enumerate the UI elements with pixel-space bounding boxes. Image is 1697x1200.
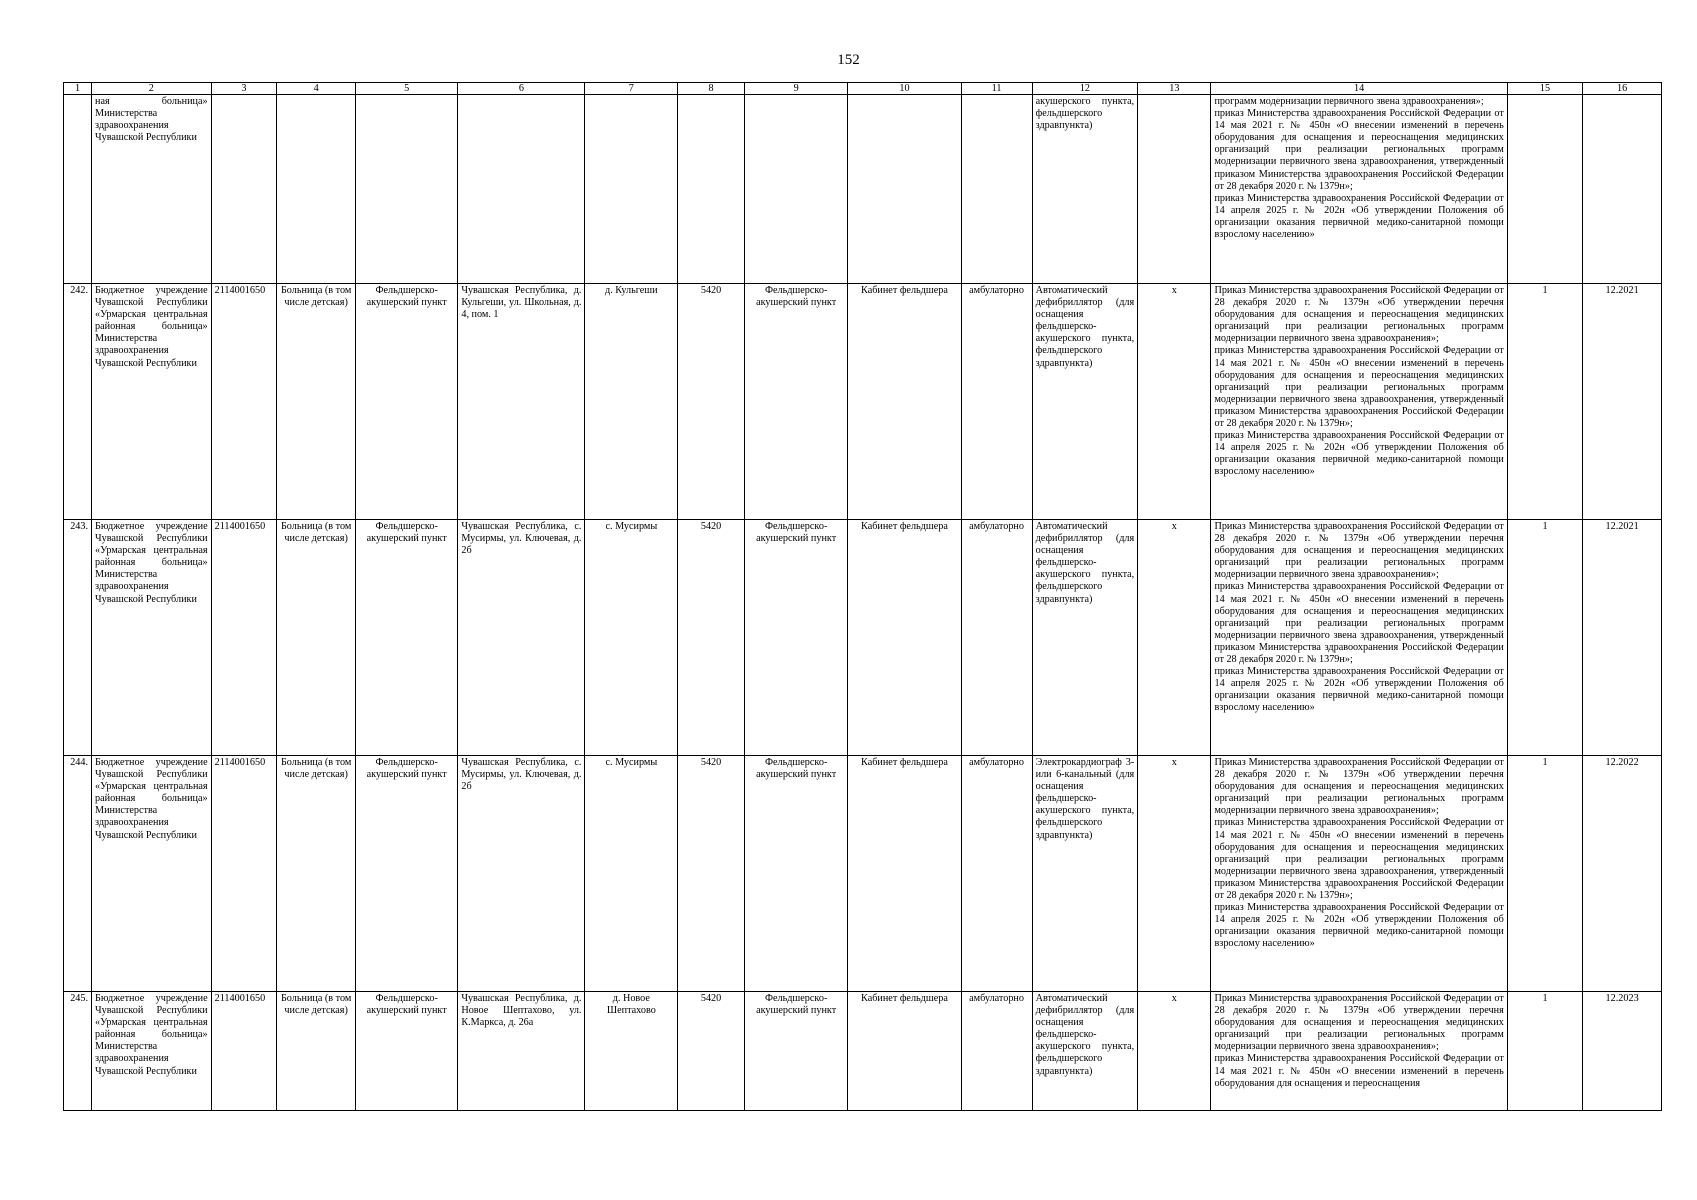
unit2-cell: Фельдшерско-акушерский пункт bbox=[744, 756, 847, 992]
table-row bbox=[64, 756, 1662, 992]
column-header: 16 bbox=[1583, 83, 1662, 95]
table-row bbox=[64, 520, 1662, 756]
org-name-cell: Бюджетное учреждение Чувашской Республики «Урмарская центральная районная больница» Министерства здравоохранения Чувашской Республики bbox=[92, 520, 212, 756]
column-header: 3 bbox=[211, 83, 277, 95]
room-cell: Кабинет фельдшера bbox=[848, 284, 961, 520]
code-cell: 5420 bbox=[678, 520, 745, 756]
column-header: 7 bbox=[585, 83, 678, 95]
inn-cell: 2114001650 bbox=[211, 284, 277, 520]
address-cell: Чувашская Республика, д. Кульгеши, ул. Школьная, д. 4, пом. 1 bbox=[458, 284, 585, 520]
unit-cell: Фельдшерско-акушерский пункт bbox=[355, 756, 457, 992]
unit2-cell: Фельдшерско-акушерский пункт bbox=[744, 520, 847, 756]
date-cell: 12.2022 bbox=[1583, 756, 1662, 992]
inn-cell: 2114001650 bbox=[211, 520, 277, 756]
quantity-cell: 1 bbox=[1507, 520, 1582, 756]
equipment-cell: Автоматический дефибриллятор (для оснащения фельдшерско-акушерского пункта, фельдшерского здравпункта) bbox=[1032, 284, 1138, 520]
column-header: 12 bbox=[1032, 83, 1138, 95]
address-cell: Чувашская Республика, с. Мусирмы, ул. Ключевая, д. 2б bbox=[458, 520, 585, 756]
equipment-cell: Автоматический дефибриллятор (для оснащения фельдшерско-акушерского пункта, фельдшерского здравпункта) bbox=[1032, 520, 1138, 756]
mark-cell: х bbox=[1138, 284, 1211, 520]
column-header: 4 bbox=[277, 83, 356, 95]
legal-basis-cell: Приказ Министерства здравоохранения Российской Федерации от 28 декабря 2020 г. № 1379н «Об утверждении перечня оборудования для оснащения и переоснащения медицинских организаций при реализации региональных программ модернизации первичного звена здравоохранения»; приказ Министерства здравоохранения Российской Федерации от 14 мая 2021 г. № 450н «О внесении изменений в перечень оборудования для оснащения и переоснащения bbox=[1211, 992, 1507, 1111]
unit2-cell: Фельдшерско-акушерский пункт bbox=[744, 284, 847, 520]
locality-cell: д. Новое Шептахово bbox=[585, 992, 678, 1111]
room-cell: Кабинет фельдшера bbox=[848, 520, 961, 756]
column-header: 8 bbox=[678, 83, 745, 95]
row-number: 243. bbox=[64, 520, 92, 756]
page-number: 152 bbox=[837, 52, 860, 68]
column-header: 10 bbox=[848, 83, 961, 95]
quantity-cell: 1 bbox=[1507, 992, 1582, 1111]
locality-cell: д. Кульгеши bbox=[585, 284, 678, 520]
mode-cell: амбулаторно bbox=[961, 756, 1032, 992]
org-name-cell: Бюджетное учреждение Чувашской Республики «Урмарская центральная районная больница» Министерства здравоохранения Чувашской Республики bbox=[92, 992, 212, 1111]
mark-cell: х bbox=[1138, 992, 1211, 1111]
column-header: 5 bbox=[355, 83, 457, 95]
org-type-cell: Больница (в том числе детская) bbox=[277, 284, 356, 520]
legal-basis-cell: программ модернизации первичного звена здравоохранения»; приказ Министерства здравоохранения Российской Федерации от 14 мая 2021 г. № 450н «О внесении изменений в перечень оборудования для оснащения и переоснащения медицинских организаций при реализации региональных программ модернизации первичного звена здравоохранения, утвержденный приказом Министерства здравоохранения Российской Федерации от 28 декабря 2020 г. № 1379н»; приказ Министерства здравоохранения Российской Федерации от 14 апреля 2025 г. № 202н «Об утверждении Положения об организации оказания первичной медико-санитарной помощи взрослому населению» bbox=[1211, 95, 1507, 284]
code-cell: 5420 bbox=[678, 756, 745, 992]
unit-cell: Фельдшерско-акушерский пункт bbox=[355, 520, 457, 756]
mode-cell: амбулаторно bbox=[961, 992, 1032, 1111]
column-header: 2 bbox=[92, 83, 212, 95]
address-cell: Чувашская Республика, д. Новое Шептахово, ул. К.Маркса, д. 26а bbox=[458, 992, 585, 1111]
inn-cell: 2114001650 bbox=[211, 992, 277, 1111]
mark-cell: х bbox=[1138, 756, 1211, 992]
locality-cell: с. Мусирмы bbox=[585, 520, 678, 756]
equipment-cell: акушерского пункта, фельдшерского здравпункта) bbox=[1032, 95, 1138, 284]
mode-cell: амбулаторно bbox=[961, 520, 1032, 756]
table-row bbox=[64, 992, 1662, 1111]
equipment-table bbox=[63, 82, 1662, 1111]
org-name-cell: Бюджетное учреждение Чувашской Республики «Урмарская центральная районная больница» Министерства здравоохранения Чувашской Республики bbox=[92, 284, 212, 520]
row-number: 244. bbox=[64, 756, 92, 992]
quantity-cell: 1 bbox=[1507, 284, 1582, 520]
unit2-cell: Фельдшерско-акушерский пункт bbox=[744, 992, 847, 1111]
org-type-cell: Больница (в том числе детская) bbox=[277, 520, 356, 756]
column-header: 6 bbox=[458, 83, 585, 95]
mode-cell: амбулаторно bbox=[961, 284, 1032, 520]
column-header: 15 bbox=[1507, 83, 1582, 95]
legal-basis-cell: Приказ Министерства здравоохранения Российской Федерации от 28 декабря 2020 г. № 1379н «Об утверждении перечня оборудования для оснащения и переоснащения медицинских организаций при реализации региональных программ модернизации первичного звена здравоохранения»; приказ Министерства здравоохранения Российской Федерации от 14 мая 2021 г. № 450н «О внесении изменений в перечень оборудования для оснащения и переоснащения медицинских организаций при реализации региональных программ модернизации первичного звена здравоохранения, утвержденный приказом Министерства здравоохранения Российской Федерации от 28 декабря 2020 г. № 1379н»; приказ Министерства здравоохранения Российской Федерации от 14 апреля 2025 г. № 202н «Об утверждении Положения об организации оказания первичной медико-санитарной помощи взрослому населению» bbox=[1211, 520, 1507, 756]
org-name-cell: Бюджетное учреждение Чувашской Республики «Урмарская центральная районная больница» Министерства здравоохранения Чувашской Республики bbox=[92, 756, 212, 992]
address-cell: Чувашская Республика, с. Мусирмы, ул. Ключевая, д. 2б bbox=[458, 756, 585, 992]
legal-basis-cell: Приказ Министерства здравоохранения Российской Федерации от 28 декабря 2020 г. № 1379н «Об утверждении перечня оборудования для оснащения и переоснащения медицинских организаций при реализации региональных программ модернизации первичного звена здравоохранения»; приказ Министерства здравоохранения Российской Федерации от 14 мая 2021 г. № 450н «О внесении изменений в перечень оборудования для оснащения и переоснащения медицинских организаций при реализации региональных программ модернизации первичного звена здравоохранения, утвержденный приказом Министерства здравоохранения Российской Федерации от 28 декабря 2020 г. № 1379н»; приказ Министерства здравоохранения Российской Федерации от 14 апреля 2025 г. № 202н «Об утверждении Положения об организации оказания первичной медико-санитарной помощи взрослому населению» bbox=[1211, 284, 1507, 520]
date-cell: 12.2021 bbox=[1583, 284, 1662, 520]
mark-cell: х bbox=[1138, 520, 1211, 756]
table-row bbox=[64, 284, 1662, 520]
code-cell: 5420 bbox=[678, 284, 745, 520]
continuation-row bbox=[64, 95, 1662, 284]
unit-cell: Фельдшерско-акушерский пункт bbox=[355, 992, 457, 1111]
date-cell: 12.2023 bbox=[1583, 992, 1662, 1111]
date-cell: 12.2021 bbox=[1583, 520, 1662, 756]
equipment-cell: Электрокардиограф 3- или 6-канальный (для оснащения фельдшерско-акушерского пункта, фельдшерского здравпункта) bbox=[1032, 756, 1138, 992]
row-number: 242. bbox=[64, 284, 92, 520]
org-type-cell: Больница (в том числе детская) bbox=[277, 756, 356, 992]
legal-basis-cell: Приказ Министерства здравоохранения Российской Федерации от 28 декабря 2020 г. № 1379н «Об утверждении перечня оборудования для оснащения и переоснащения медицинских организаций при реализации региональных программ модернизации первичного звена здравоохранения»; приказ Министерства здравоохранения Российской Федерации от 14 мая 2021 г. № 450н «О внесении изменений в перечень оборудования для оснащения и переоснащения медицинских организаций при реализации региональных программ модернизации первичного звена здравоохранения, утвержденный приказом Министерства здравоохранения Российской Федерации от 28 декабря 2020 г. № 1379н»; приказ Министерства здравоохранения Российской Федерации от 14 апреля 2025 г. № 202н «Об утверждении Положения об организации оказания первичной медико-санитарной помощи взрослому населению» bbox=[1211, 756, 1507, 992]
inn-cell: 2114001650 bbox=[211, 756, 277, 992]
unit-cell: Фельдшерско-акушерский пункт bbox=[355, 284, 457, 520]
column-number-row bbox=[64, 83, 1662, 95]
quantity-cell: 1 bbox=[1507, 756, 1582, 992]
org-type-cell: Больница (в том числе детская) bbox=[277, 992, 356, 1111]
column-header: 13 bbox=[1138, 83, 1211, 95]
room-cell: Кабинет фельдшера bbox=[848, 756, 961, 992]
room-cell: Кабинет фельдшера bbox=[848, 992, 961, 1111]
column-header: 14 bbox=[1211, 83, 1507, 95]
column-header: 11 bbox=[961, 83, 1032, 95]
column-header: 9 bbox=[744, 83, 847, 95]
org-name-cell: ная больница» Министерства здравоохранения Чувашской Республики bbox=[92, 95, 212, 284]
locality-cell: с. Мусирмы bbox=[585, 756, 678, 992]
equipment-cell: Автоматический дефибриллятор (для оснащения фельдшерско-акушерского пункта, фельдшерского здравпункта) bbox=[1032, 992, 1138, 1111]
code-cell: 5420 bbox=[678, 992, 745, 1111]
column-header: 1 bbox=[64, 83, 92, 95]
row-number: 245. bbox=[64, 992, 92, 1111]
